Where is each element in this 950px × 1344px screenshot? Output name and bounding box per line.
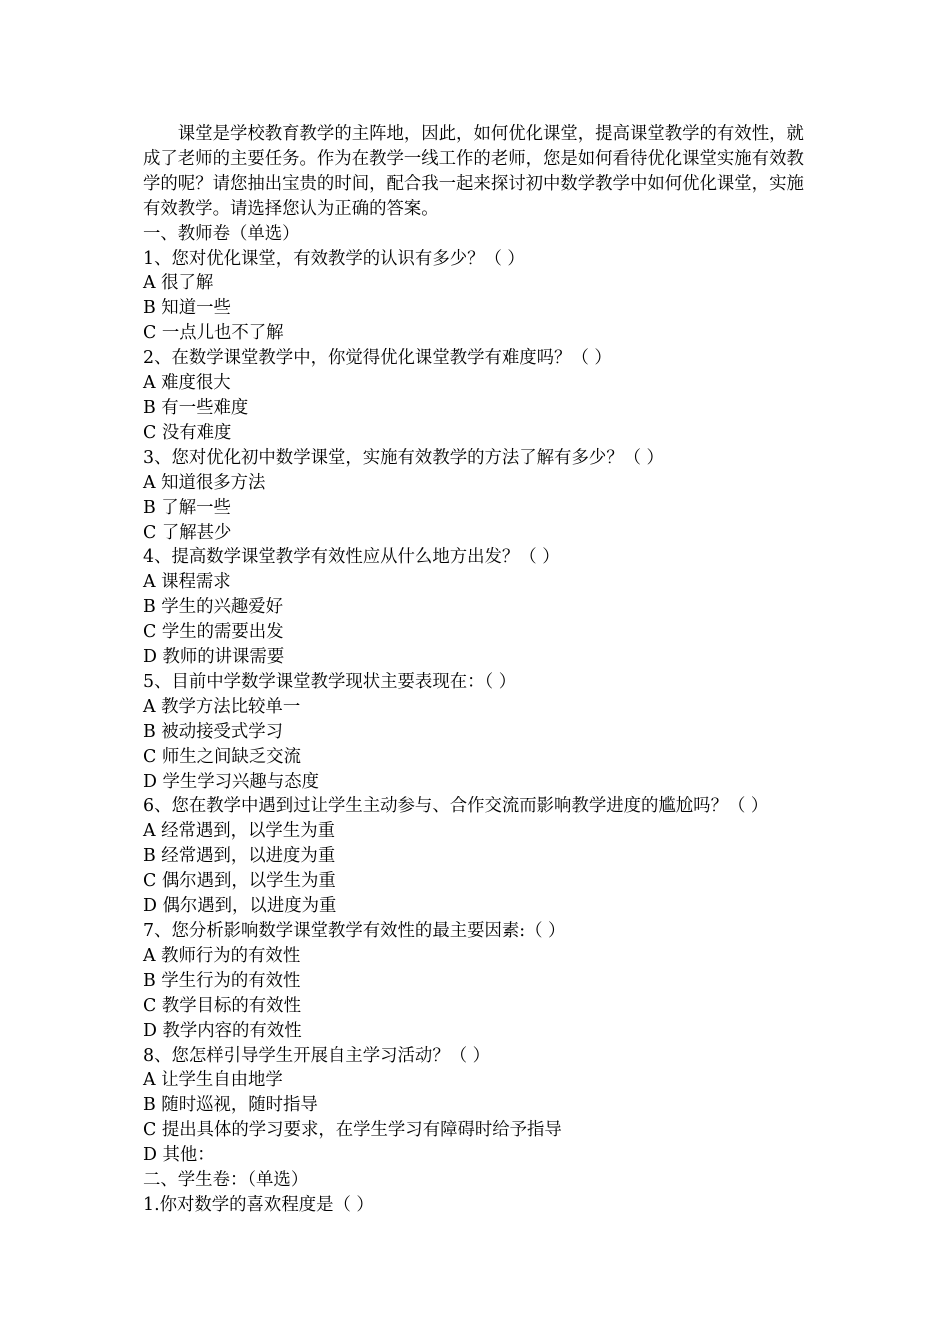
question-text: 7、您分析影响数学课堂教学有效性的最主要因素:（ ） xyxy=(143,921,566,941)
question-2 xyxy=(143,346,811,446)
option: C 提出具体的学习要求，在学生学习有障碍时给予指导 xyxy=(143,1120,562,1141)
option: C 教学目标的有效性 xyxy=(143,995,301,1016)
option: A 经常遇到，以学生为重 xyxy=(143,821,335,842)
question-text: 1.你对数学的喜欢程度是（ ） xyxy=(143,1194,374,1215)
option: C 师生之间缺乏交流 xyxy=(143,746,301,767)
option: B 有一些难度 xyxy=(143,397,249,418)
option: A 知道很多方法 xyxy=(143,472,266,493)
question-8 xyxy=(143,1044,811,1169)
option: C 偶尔遇到，以学生为重 xyxy=(143,871,336,892)
question-7 xyxy=(143,919,811,1044)
section-title: 一、教师卷（单选） xyxy=(143,223,300,244)
option: C 了解甚少 xyxy=(143,522,232,543)
option: C 学生的需要出发 xyxy=(143,622,284,643)
question-text: 4、提高数学课堂教学有效性应从什么地方出发？（ ） xyxy=(143,547,560,568)
teacher-section xyxy=(143,222,811,1168)
question-5 xyxy=(143,670,811,795)
student-question-1 xyxy=(143,1193,811,1218)
option: D 其他： xyxy=(143,1145,215,1166)
option: C 没有难度 xyxy=(143,422,232,443)
student-section xyxy=(143,1168,811,1218)
section-title: 二、学生卷：（单选） xyxy=(143,1170,309,1191)
option: B 知道一些 xyxy=(143,298,231,319)
option: A 课程需求 xyxy=(143,572,231,593)
option: B 被动接受式学习 xyxy=(143,721,284,742)
option: B 经常遇到，以进度为重 xyxy=(143,846,336,867)
option: D 偶尔遇到，以进度为重 xyxy=(143,896,337,917)
option: A 教师行为的有效性 xyxy=(143,945,301,966)
question-text: 5、目前中学数学课堂教学现状主要表现在：（ ） xyxy=(143,671,517,692)
option: D 教学内容的有效性 xyxy=(143,1020,302,1041)
option: D 学生学习兴趣与态度 xyxy=(143,771,319,792)
question-text: 3、您对优化初中数学课堂，实施有效教学的方法了解有多少？（ ） xyxy=(143,447,664,468)
option: D 教师的讲课需要 xyxy=(143,647,285,668)
question-6 xyxy=(143,794,811,919)
option: B 学生行为的有效性 xyxy=(143,970,301,991)
question-3 xyxy=(143,446,811,546)
option: C 一点儿也不了解 xyxy=(143,323,284,344)
option: B 了解一些 xyxy=(143,497,231,518)
option: A 很了解 xyxy=(143,273,214,294)
question-1 xyxy=(143,247,811,347)
question-text: 2、在数学课堂教学中，你觉得优化课堂教学有难度吗？（ ） xyxy=(143,348,612,369)
intro-paragraph: 课堂是学校教育教学的主阵地，因此，如何优化课堂，提高课堂教学的有效性，就成了老师的主要任务。作为在教学一线工作的老师，您是如何看待优化课堂实施有效教学的呢？请您抽出宝贵的时间，配合我一起来探讨初中数学教学中如何优化课堂，实施有效教学。请选择您认为正确的答案。 xyxy=(143,124,804,219)
question-text: 8、您怎样引导学生开展自主学习活动？（ ） xyxy=(143,1045,491,1066)
option: B 随时巡视，随时指导 xyxy=(143,1095,318,1116)
document-body xyxy=(143,122,811,1218)
option: B 学生的兴趣爱好 xyxy=(143,597,284,618)
option: A 让学生自由地学 xyxy=(143,1070,283,1091)
option: A 教学方法比较单一 xyxy=(143,696,301,717)
question-text: 1、您对优化课堂，有效教学的认识有多少？（ ） xyxy=(143,248,525,269)
question-4 xyxy=(143,545,811,670)
question-text: 6、您在教学中遇到过让学生主动参与、合作交流而影响教学进度的尴尬吗？（ ） xyxy=(143,796,769,817)
option: A 难度很大 xyxy=(143,373,231,394)
